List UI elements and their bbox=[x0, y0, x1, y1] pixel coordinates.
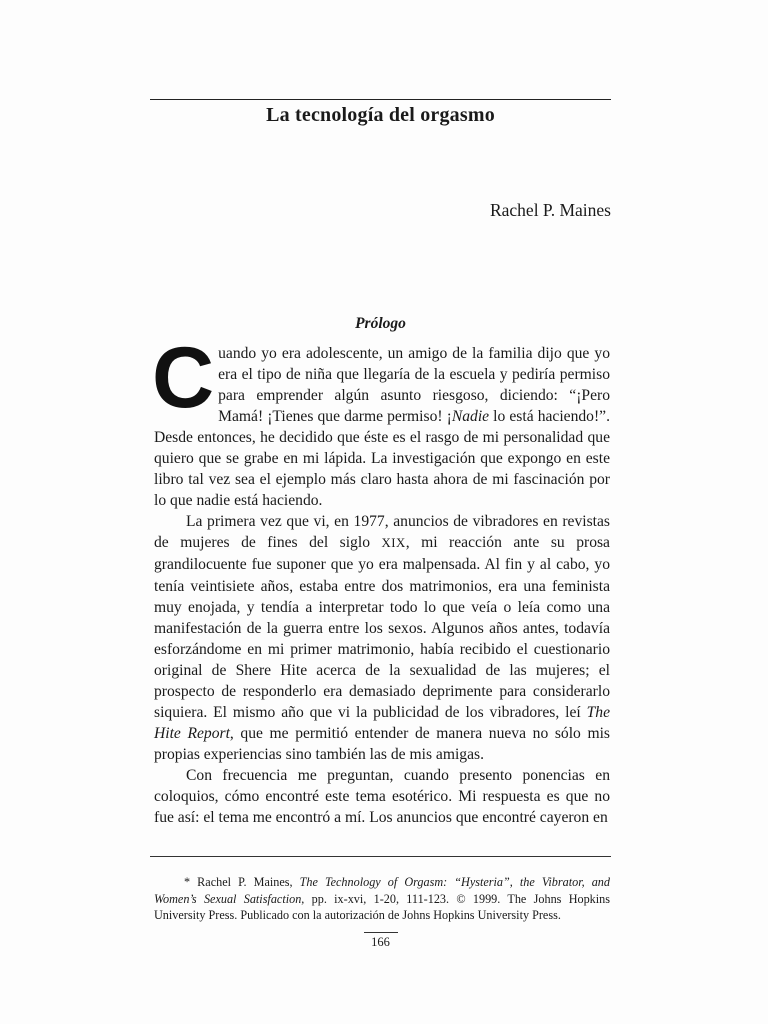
text-run: Con frecuencia me preguntan, cuando presento ponencias en coloquios, cómo encontré este tema esotérico. Mi respuesta es que no fue así: el tema me encontró a mí. Los anuncios que encontré cayeron en bbox=[154, 766, 610, 827]
page-number bbox=[150, 932, 611, 950]
text-run: La primera vez que vi, en 1977, anuncios de vibradores en revistas de mujeres de fines del siglo bbox=[154, 513, 610, 552]
dropcap: C bbox=[152, 330, 215, 426]
paragraph-1 bbox=[152, 330, 610, 511]
header-rule bbox=[150, 99, 611, 100]
article-author: Rachel P. Maines bbox=[489, 200, 611, 220]
text-run: , que me permitió entender de manera nueva no sólo mis propias experiencias sino también las de mis amigas. bbox=[154, 724, 610, 763]
body-text bbox=[152, 330, 610, 828]
text-run: XIX bbox=[381, 536, 406, 551]
article-title: La tecnología del orgasmo bbox=[266, 104, 495, 126]
paragraph-2 bbox=[154, 511, 610, 765]
text-run: lo está haciendo!”. Desde entonces, he decidido que éste es el rasgo de mi personalidad que quiero que se grabe en mi lápida. La investigación que expongo en este libro tal vez sea el ejemplo más claro hasta ahora de mi fascinación por lo que nadie está haciendo. bbox=[154, 408, 610, 510]
text-run: uando yo era adolescente, un amigo de la familia dijo que yo era el tipo de niña que llegaría de la escuela y pediría permiso para emprender algún asunto riesgoso, diciendo: “¡Pero Mamá! ¡Tienes que darme permiso! ¡ bbox=[218, 345, 610, 426]
text-run: The Hite Report bbox=[154, 703, 610, 742]
text-run: The Technology of Orgasm: “Hysteria”, the Vibrator, and Women’s Sexual Satisfaction bbox=[154, 875, 610, 906]
paragraph-3 bbox=[154, 765, 610, 828]
paragraph-1-text bbox=[152, 330, 610, 510]
text-run: , mi reacción ante su prosa grandilocuente fue suponer que yo era malpensada. Al fin y al cabo, yo tenía veintisiete años, estaba entre dos matrimonios, era una feminista muy enojada, y tendía a interpretar todo lo que veía o leía como una manifestación de la guerra entre los sexos. Algunos años antes, todavía esforzándome en mi primer matrimonio, había recibido el cuestionario original de Shere Hite acerca de la sexualidad de las mujeres; el prospecto de responderlo era demasiado deprimente para considerarlo siquiera. El mismo año que vi la publicidad de los vibradores, leí bbox=[154, 534, 610, 721]
footnote-rule bbox=[150, 856, 611, 857]
text-run: Nadie bbox=[451, 408, 490, 426]
footnote bbox=[154, 874, 610, 924]
text-run: , pp. ix-xvi, 1-20, 111-123. © 1999. The Johns Hopkins University Press. Publicado con la autorización de Johns Hopkins University Press. bbox=[154, 891, 611, 922]
section-heading: Prólogo bbox=[355, 315, 406, 332]
page-number-value: 166 bbox=[364, 932, 398, 950]
text-run: * Rachel P. Maines, bbox=[184, 875, 300, 889]
